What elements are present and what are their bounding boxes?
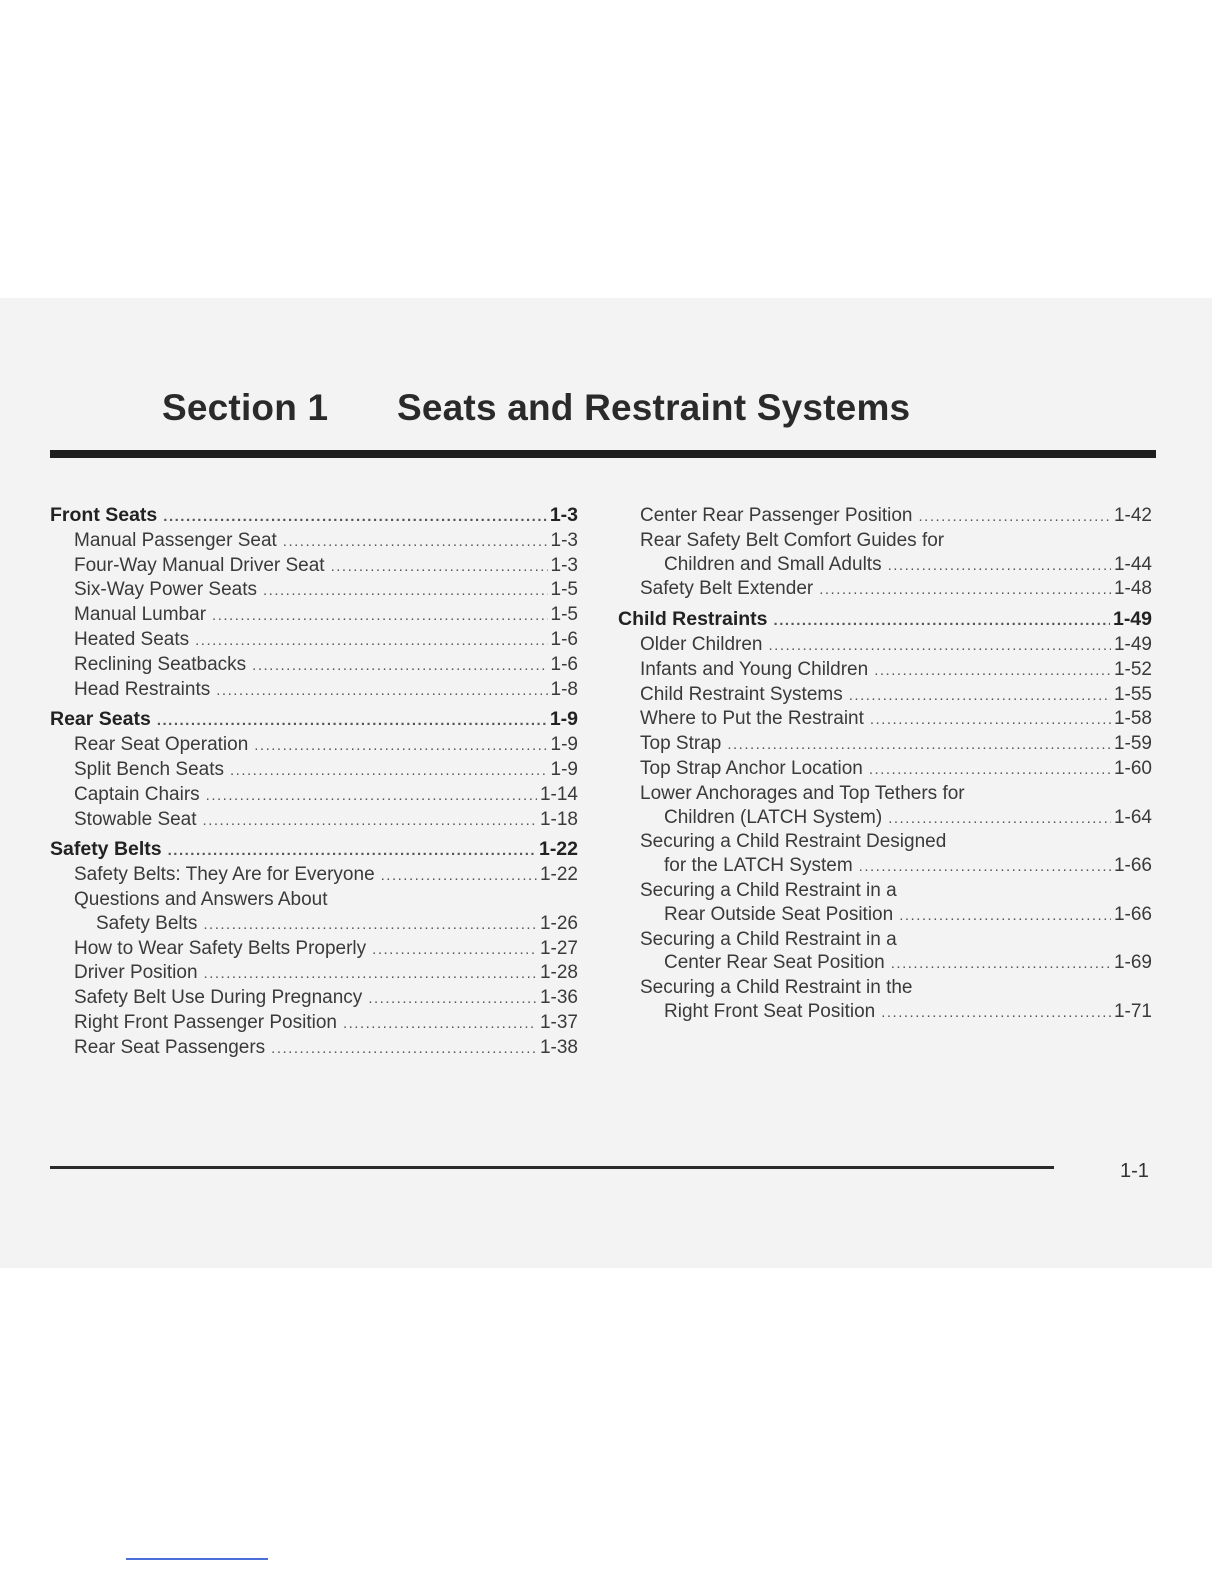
toc-entry[interactable] [618, 806, 1152, 831]
toc-entry-label: Infants and Young Children [640, 658, 869, 680]
toc-entry-label: Center Rear Seat Position [664, 952, 885, 974]
section-heading [162, 387, 910, 429]
toc-entry[interactable] [618, 707, 1152, 732]
toc-entry-label: Questions and Answers About [74, 888, 328, 910]
toc-leader-dots [206, 784, 537, 808]
toc-entry-page: 1-3 [550, 529, 578, 551]
toc-leader-dots [252, 654, 547, 678]
toc-entry-label: Safety Belts [50, 838, 162, 861]
toc-leader-dots [870, 708, 1111, 732]
toc-entry[interactable] [50, 986, 578, 1011]
toc-entry-page: 1-27 [539, 937, 578, 959]
toc-column-right [618, 504, 1152, 1025]
toc-entry[interactable] [618, 658, 1152, 683]
toc-entry-label: Front Seats [50, 504, 158, 526]
toc-entry[interactable] [50, 653, 578, 678]
toc-leader-dots [849, 684, 1111, 708]
toc-entry[interactable] [50, 912, 578, 937]
stray-underline [126, 1558, 268, 1560]
toc-entry-label: Securing a Child Restraint Designed [640, 831, 947, 853]
toc-entry-label: Manual Passenger Seat [74, 529, 277, 551]
toc-entry[interactable] [50, 529, 578, 554]
toc-entry-page: 1-5 [550, 579, 578, 601]
toc-leader-dots [888, 554, 1111, 578]
toc-entry[interactable] [618, 732, 1152, 757]
toc-leader-dots [891, 952, 1111, 976]
page-number: 1-1 [1120, 1160, 1149, 1182]
toc-entry-page: 1-22 [539, 864, 578, 886]
toc-entry-page: 1-69 [1113, 952, 1152, 974]
toc-entry-label: Reclining Seatbacks [74, 653, 247, 675]
toc-entry[interactable] [50, 628, 578, 653]
toc-entry[interactable] [50, 678, 578, 703]
toc-entry[interactable] [618, 976, 1152, 1000]
toc-entry-label: Safety Belt Extender [640, 578, 814, 600]
toc-entry-page: 1-59 [1113, 733, 1152, 755]
toc-leader-dots [271, 1037, 537, 1061]
toc-entry[interactable] [618, 854, 1152, 879]
toc-leader-dots [343, 1012, 537, 1036]
toc-entry[interactable] [618, 683, 1152, 708]
toc-entry-label: Right Front Passenger Position [74, 1011, 337, 1033]
toc-leader-dots [372, 938, 537, 962]
toc-entry-label: Rear Seat Operation [74, 734, 249, 756]
toc-entry[interactable] [618, 951, 1152, 976]
toc-entry-label: Children and Small Adults [664, 553, 882, 575]
toc-entry-label: Rear Seats [50, 708, 151, 731]
toc-entry-page: 1-37 [539, 1011, 578, 1033]
toc-entry[interactable] [618, 782, 1152, 806]
toc-entry-page: 1-64 [1113, 806, 1152, 828]
toc-entry-page: 1-8 [550, 678, 578, 700]
toc-entry-label: Safety Belt Use During Pregnancy [74, 987, 363, 1009]
toc-leader-dots [216, 679, 547, 703]
toc-entry[interactable] [50, 603, 578, 628]
toc-entry-page: 1-36 [539, 987, 578, 1009]
toc-leader-dots [869, 758, 1111, 782]
toc-entry-page: 1-18 [539, 808, 578, 830]
section-title: Seats and Restraint Systems [397, 387, 911, 428]
toc-leader-dots [168, 839, 536, 863]
toc-leader-dots [368, 987, 537, 1011]
toc-entry-label: Safety Belts [96, 912, 198, 934]
toc-entry-label: Rear Seat Passengers [74, 1036, 266, 1058]
toc-entry-label: Right Front Seat Position [664, 1000, 876, 1022]
toc-entry[interactable] [50, 888, 578, 912]
toc-leader-dots [859, 855, 1111, 879]
toc-entry[interactable] [618, 830, 1152, 854]
toc-entry-label: Split Bench Seats [74, 758, 224, 780]
toc-leader-dots [381, 864, 537, 888]
toc-entry-label: Child Restraint Systems [640, 683, 843, 705]
toc-leader-dots [888, 807, 1111, 831]
toc-entry-page: 1-14 [539, 783, 578, 805]
toc-leader-dots [874, 659, 1111, 683]
toc-entry[interactable] [50, 808, 578, 833]
toc-entry-label: Heated Seats [74, 628, 190, 650]
toc-entry[interactable] [618, 1000, 1152, 1025]
toc-leader-dots [263, 579, 548, 603]
toc-entry-page: 1-48 [1113, 578, 1152, 600]
toc-entry-label: Driver Position [74, 962, 198, 984]
toc-entry-page: 1-52 [1113, 658, 1152, 680]
toc-section-heading[interactable] [50, 838, 578, 863]
toc-entry-label: Top Strap [640, 733, 722, 755]
toc-entry-label: Safety Belts: They Are for Everyone [74, 864, 375, 886]
toc-entry-label: Captain Chairs [74, 783, 200, 805]
toc-leader-dots [899, 904, 1111, 928]
toc-entry-label: Older Children [640, 633, 763, 655]
toc-entry[interactable] [618, 553, 1152, 578]
toc-entry[interactable] [618, 757, 1152, 782]
toc-entry-page: 1-44 [1113, 553, 1152, 575]
toc-entry-label: for the LATCH System [664, 855, 853, 877]
toc-section-heading[interactable] [50, 708, 578, 733]
toc-entry[interactable] [50, 578, 578, 603]
toc-entry-label: Stowable Seat [74, 808, 197, 830]
toc-leader-dots [918, 505, 1110, 529]
toc-leader-dots [331, 555, 548, 579]
toc-entry[interactable] [618, 879, 1152, 903]
toc-entry[interactable] [50, 733, 578, 758]
toc-entry-label: Rear Safety Belt Comfort Guides for [640, 529, 945, 551]
toc-entry-label: Rear Outside Seat Position [664, 903, 894, 925]
toc-entry-label: Child Restraints [618, 608, 768, 631]
toc-leader-dots [203, 913, 537, 937]
toc-entry-label: Manual Lumbar [74, 604, 207, 626]
toc-leader-dots [254, 734, 547, 758]
toc-entry-label: Securing a Child Restraint in a [640, 879, 897, 901]
toc-entry[interactable] [50, 961, 578, 986]
toc-entry-label: Four-Way Manual Driver Seat [74, 554, 325, 576]
toc-entry[interactable] [618, 903, 1152, 928]
toc-entry[interactable] [618, 529, 1152, 553]
toc-leader-dots [819, 578, 1111, 602]
heading-rule [50, 450, 1156, 458]
toc-entry-page: 1-49 [1113, 633, 1152, 655]
toc-entry-page: 1-26 [539, 912, 578, 934]
toc-leader-dots [163, 505, 547, 529]
toc-leader-dots [204, 962, 537, 986]
toc-column-left [50, 504, 578, 1061]
toc-leader-dots [881, 1001, 1111, 1025]
toc-leader-dots [203, 809, 537, 833]
toc-entry-page: 1-55 [1113, 683, 1152, 705]
toc-entry[interactable] [50, 758, 578, 783]
toc-entry[interactable] [50, 1036, 578, 1061]
toc-entry[interactable] [618, 633, 1152, 658]
toc-entry[interactable] [618, 504, 1152, 529]
toc-leader-dots [774, 609, 1110, 633]
toc-entry-label: Where to Put the Restraint [640, 708, 864, 730]
toc-entry-page: 1-66 [1113, 903, 1152, 925]
toc-entry-label: Securing a Child Restraint in the [640, 977, 913, 999]
footer-rule [50, 1166, 1054, 1169]
toc-entry-label: Center Rear Passenger Position [640, 505, 913, 526]
toc-entry-page: 1-9 [550, 758, 578, 780]
toc-entry-page: 1-49 [1112, 608, 1152, 631]
toc-leader-dots [230, 759, 548, 783]
toc-entry-page: 1-66 [1113, 855, 1152, 877]
toc-entry-page: 1-38 [539, 1036, 578, 1058]
toc-entry[interactable] [50, 863, 578, 888]
toc-entry[interactable] [50, 937, 578, 962]
toc-entry-label: How to Wear Safety Belts Properly [74, 937, 367, 959]
toc-entry[interactable] [50, 554, 578, 579]
toc-entry-page: 1-58 [1113, 708, 1152, 730]
toc-entry-label: Securing a Child Restraint in a [640, 928, 897, 950]
toc-leader-dots [195, 629, 547, 653]
toc-section-heading[interactable] [618, 608, 1152, 633]
toc-entry[interactable] [50, 1011, 578, 1036]
toc-entry-label: Lower Anchorages and Top Tethers for [640, 782, 965, 804]
toc-leader-dots [283, 530, 548, 554]
toc-entry[interactable] [618, 928, 1152, 952]
toc-entry-page: 1-71 [1113, 1000, 1152, 1022]
toc-entry-label: Children (LATCH System) [664, 806, 883, 828]
toc-entry-page: 1-9 [550, 734, 578, 756]
toc-entry-page: 1-3 [550, 554, 578, 576]
toc-entry-label: Top Strap Anchor Location [640, 757, 863, 779]
toc-entry-page: 1-60 [1113, 757, 1152, 779]
toc-leader-dots [769, 634, 1111, 658]
toc-leader-dots [212, 604, 548, 628]
toc-entry-label: Six-Way Power Seats [74, 579, 258, 601]
toc-leader-dots [157, 709, 547, 733]
toc-leader-dots [727, 733, 1111, 757]
toc-entry-page: 1-28 [539, 962, 578, 984]
toc-entry-page: 1-9 [549, 708, 578, 731]
toc-entry-page: 1-6 [550, 653, 578, 675]
section-number: Section 1 [162, 387, 329, 428]
toc-entry-page: 1-6 [550, 628, 578, 650]
toc-entry-label: Head Restraints [74, 678, 211, 700]
toc-section-heading[interactable] [50, 504, 578, 529]
toc-entry-page: 1-3 [549, 504, 578, 526]
toc-entry[interactable] [50, 783, 578, 808]
toc-entry-page: 1-22 [538, 838, 578, 861]
toc-entry-page: 1-42 [1113, 505, 1152, 526]
toc-entry-page: 1-5 [550, 604, 578, 626]
toc-entry[interactable] [618, 577, 1152, 602]
